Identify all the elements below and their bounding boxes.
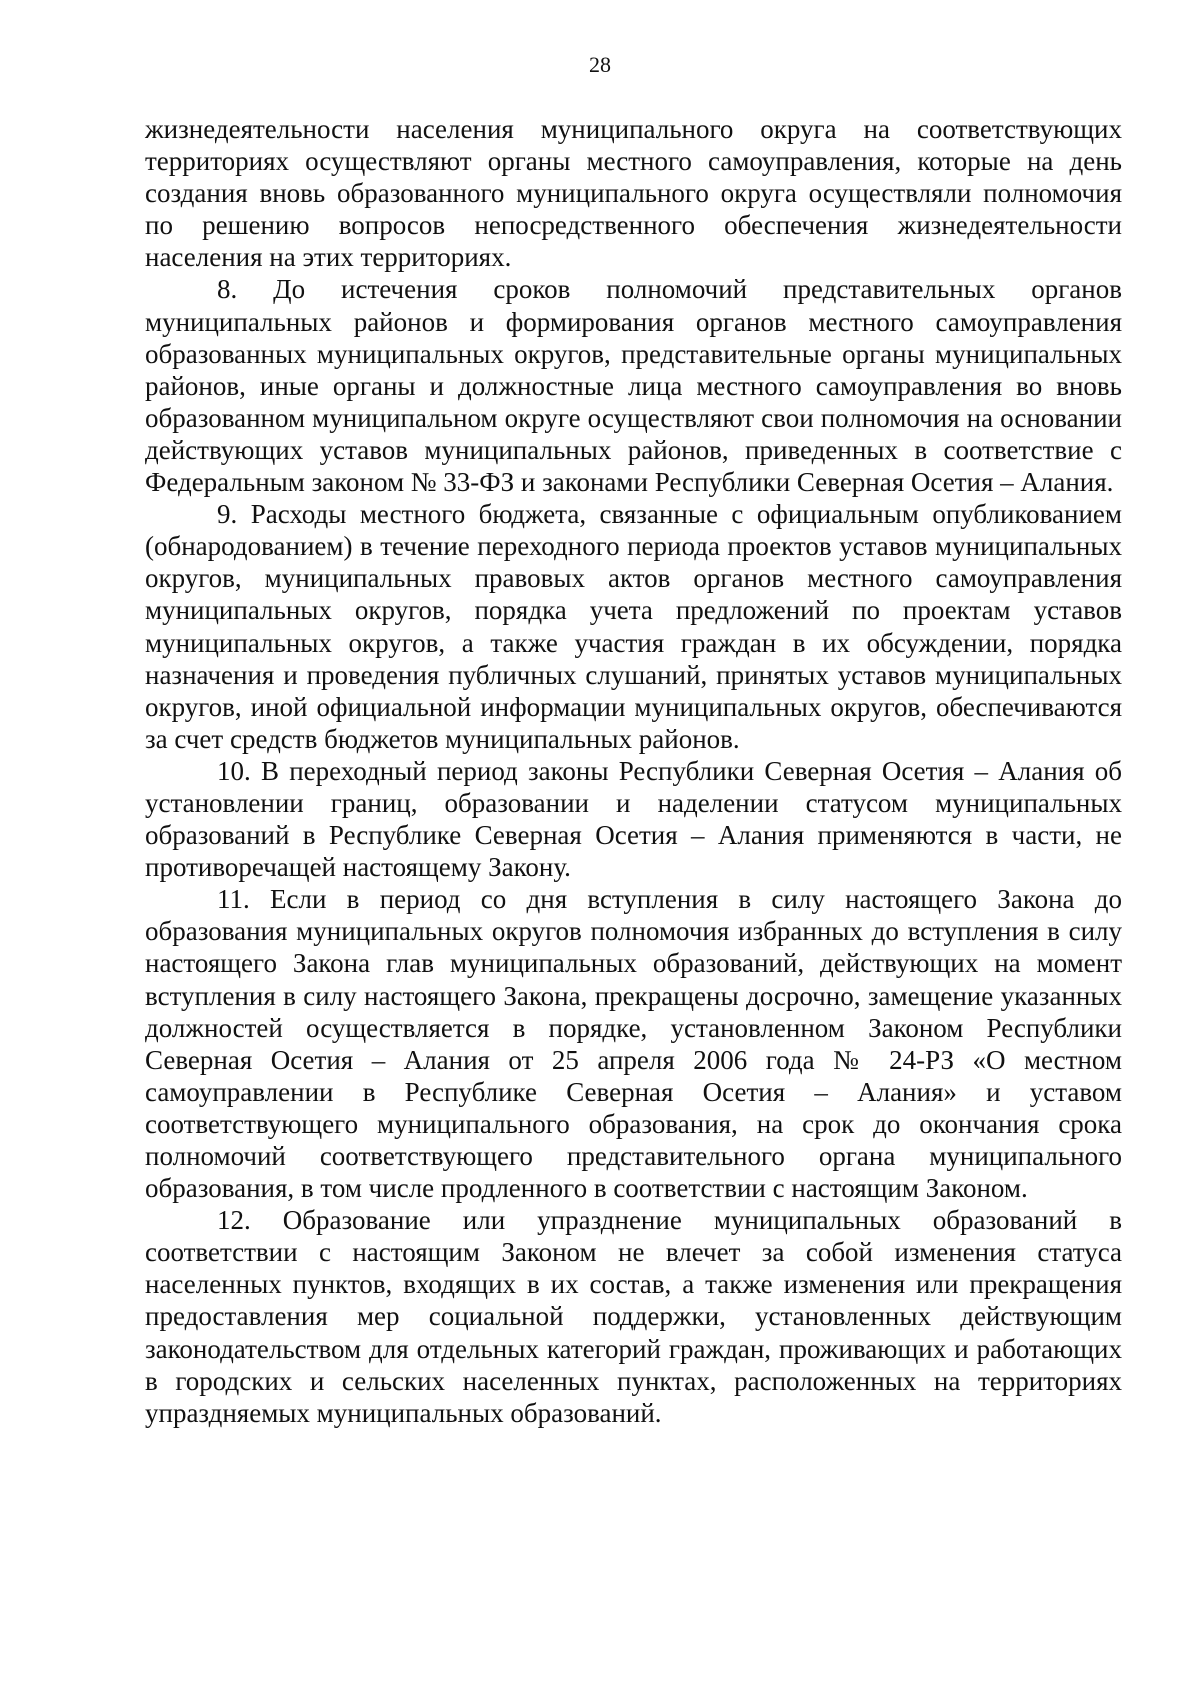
paragraph-12: 12. Образование или упразднение муниципальных образований в соответствии с настоящим Законом не влечет за собой изменения статуса населенных пунктов, входящих в их состав, а также изменения или прекращения предоставления мер социальной поддержки, установленных действующим законодательством для отдельных категорий граждан, проживающих и работающих в городских и сельских населенных пунктах, расположенных на территориях упраздняемых муниципальных образований. xyxy=(145,1205,1122,1428)
document-body xyxy=(145,113,1122,1429)
page-number: 28 xyxy=(589,52,611,77)
paragraph-8: 8. До истечения сроков полномочий представительных органов муниципальных районов и формирования органов местного самоуправления образованных муниципальных округов, представительные органы муниципальных районов, иные органы и должностные лица местного самоуправления во вновь образованном муниципальном округе осуществляют свои полномочия на основании действующих уставов муниципальных районов, приведенных в соответствие с Федеральным законом № 33-ФЗ и законами Республики Северная Осетия – Алания. xyxy=(145,274,1122,498)
paragraph-continuation: жизнедеятельности населения муниципального округа на соответствующих территориях осуществляют органы местного самоуправления, которые на день создания вновь образованного муниципального округа осуществляли полномочия по решению вопросов непосредственного обеспечения жизнедеятельности населения на этих территориях. xyxy=(145,114,1122,273)
paragraph-9: 9. Расходы местного бюджета, связанные с официальным опубликованием (обнародованием) в течение переходного периода проектов уставов муниципальных округов, муниципальных правовых актов органов местного самоуправления муниципальных округов, порядка учета предложений по проектам уставов муниципальных округов, а также участия граждан в их обсуждении, порядка назначения и проведения публичных слушаний, принятых уставов муниципальных округов, иной официальной информации муниципальных округов, обеспечиваются за счет средств бюджетов муниципальных районов. xyxy=(145,499,1122,754)
paragraph-10: 10. В переходный период законы Республики Северная Осетия – Алания об установлении границ, образовании и наделении статусом муниципальных образований в Республике Северная Осетия – Алания применяются в части, не противоречащей настоящему Закону. xyxy=(145,755,1122,883)
paragraph-11: 11. Если в период со дня вступления в силу настоящего Закона до образования муниципальных округов полномочия избранных до вступления в силу настоящего Закона глав муниципальных образований, действующих на момент вступления в силу настоящего Закона, прекращены досрочно, замещение указанных должностей осуществляется в порядке, установленном Законом Республики Северная Осетия – Алания от 25 апреля 2006 года № 24-РЗ «О местном самоуправлении в Республике Северная Осетия – Алания» и уставом соответствующего муниципального образования, на срок до окончания срока полномочий соответствующего представительного органа муниципального образования, в том числе продленного в соответствии с настоящим Законом. xyxy=(145,884,1122,1204)
